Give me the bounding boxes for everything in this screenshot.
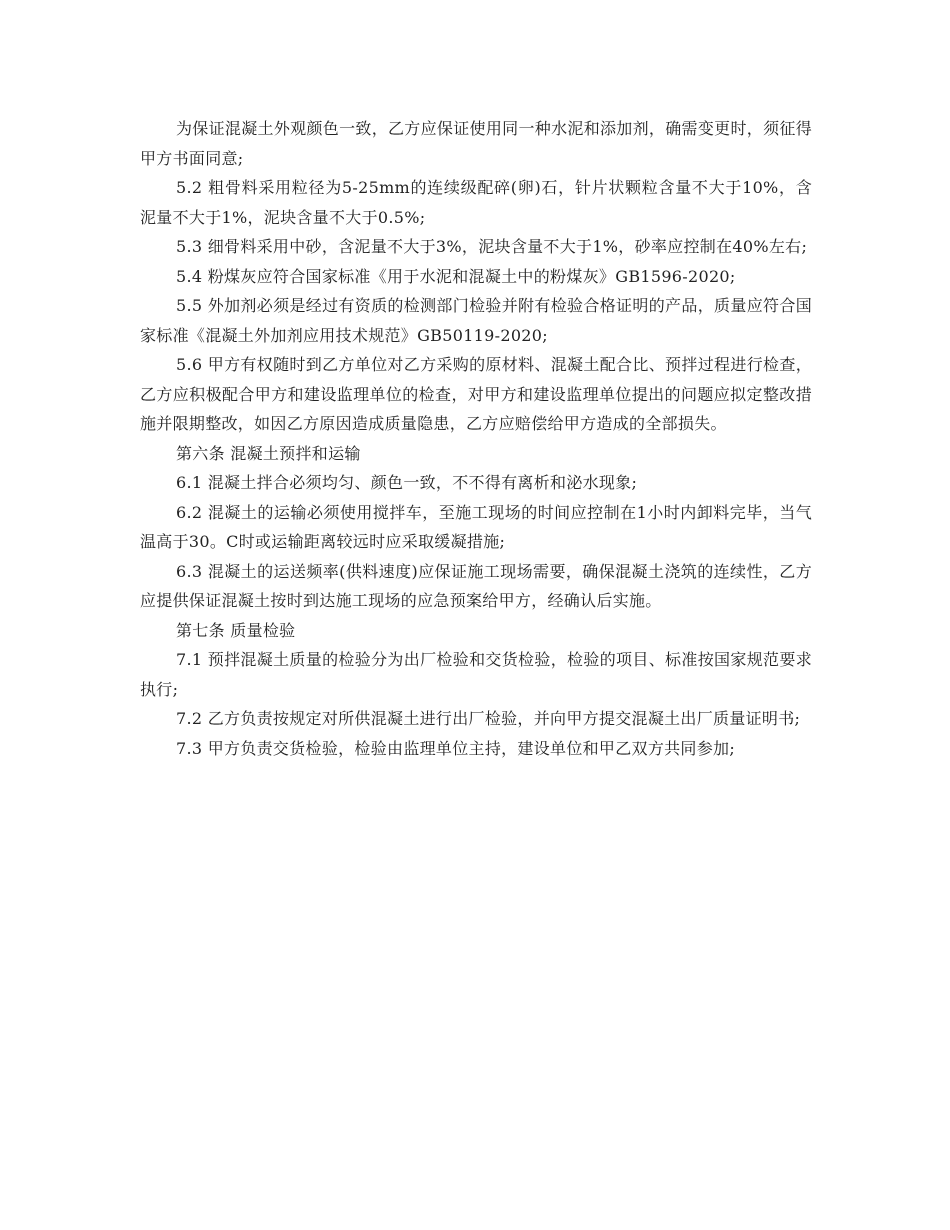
paragraph-7-1-inspection-types: 7.1 预拌混凝土质量的检验分为出厂检验和交货检验，检验的项目、标准按国家规范要求执行;	[140, 650, 812, 699]
section-heading-article-6: 第六条 混凝土预拌和运输	[176, 443, 361, 463]
paragraph-5-4-fly-ash: 5.4 粉煤灰应符合国家标准《用于水泥和混凝土中的粉煤灰》GB1596-2020;	[176, 266, 736, 286]
paragraph-6-1-mixing: 6.1 混凝土拌合必须均匀、颜色一致，不不得有离析和泌水现象;	[176, 473, 638, 492]
paragraph-color-consistency: 为保证混凝土外观颜色一致，乙方应保证使用同一种水泥和添加剂，确需变更时，须征得甲方书面同意;	[140, 119, 812, 168]
paragraph-5-6-inspection-rights: 5.6 甲方有权随时到乙方单位对乙方采购的原材料、混凝土配合比、预拌过程进行检查，乙方应积极配合甲方和建设监理单位的检查，对甲方和建设监理单位提出的问题应拟定整改措施并限期整改，如因乙方原因造成质量隐患，乙方应赔偿给甲方造成的全部损失。	[140, 355, 812, 433]
paragraph-5-5-admixture: 5.5 外加剂必须是经过有资质的检测部门检验并附有检验合格证明的产品，质量应符合国家标准《混凝土外加剂应用技术规范》GB50119-2020;	[140, 296, 812, 345]
paragraph-6-2-transport: 6.2 混凝土的运输必须使用搅拌车，至施工现场的时间应控制在1小时内卸料完毕，当气温高于30。C时或运输距离较远时应采取缓凝措施;	[140, 502, 812, 551]
section-heading-article-7: 第七条 质量检验	[176, 620, 296, 640]
paragraph-5-2-coarse-aggregate: 5.2 粗骨料采用粒径为5-25mm的连续级配碎(卵)石，针片状颗粒含量不大于10%，含泥量不大于1%，泥块含量不大于0.5%;	[140, 178, 812, 227]
document-body	[140, 114, 812, 763]
paragraph-7-3-delivery-inspection: 7.3 甲方负责交货检验，检验由监理单位主持，建设单位和甲乙双方共同参加;	[176, 738, 736, 758]
paragraph-7-2-factory-inspection: 7.2 乙方负责按规定对所供混凝土进行出厂检验，并向甲方提交混凝土出厂质量证明书;	[176, 709, 801, 728]
paragraph-5-3-fine-aggregate: 5.3 细骨料采用中砂，含泥量不大于3%，泥块含量不大于1%，砂率应控制在40%左右;	[176, 237, 808, 256]
paragraph-6-3-delivery-frequency: 6.3 混凝土的运送频率(供料速度)应保证施工现场需要，确保混凝土浇筑的连续性，乙方应提供保证混凝土按时到达施工现场的应急预案给甲方，经确认后实施。	[140, 561, 812, 610]
